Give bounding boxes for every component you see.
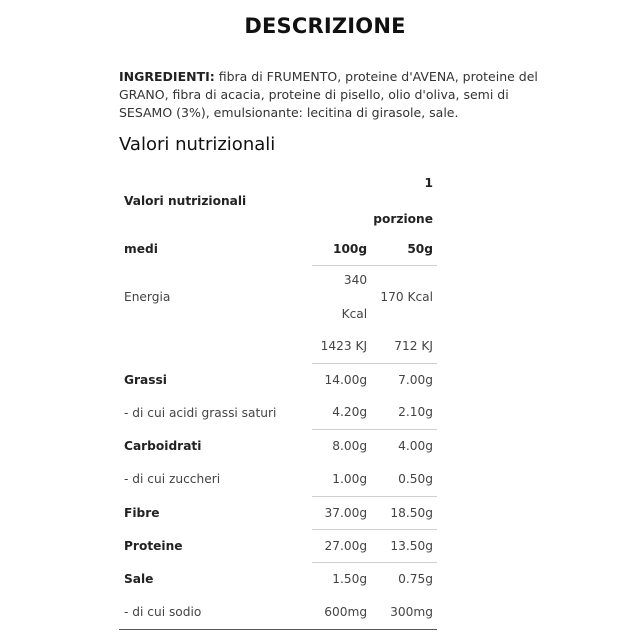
energy-label: Energia [124,290,171,304]
header-portion-label: porzione [373,211,433,226]
table-row [119,429,437,462]
nutrition-heading: Valori nutrizionali [119,134,276,155]
table-row [119,396,437,429]
row-value-100g: 14.00g [324,372,368,387]
row-value-50g: 18.50g [371,496,437,529]
row-value-50g: 7.00g [398,372,433,387]
energy-kcal-100-unit: Kcal [341,307,368,322]
row-label: Fibre [124,505,160,520]
table-row [119,562,437,595]
row-label: - di cui zuccheri [124,472,221,486]
table-subheader-row [119,233,437,265]
table-row [119,496,437,529]
ingredients-text: fibra di FRUMENTO, proteine d'AVENA, proteine del GRANO, fibra di acacia, proteine di pisello, olio d'oliva, semi di SESAMO (3%), emulsionante: lecitina di girasole, sale. [119,69,538,120]
row-value-50g: 0.75g [398,571,433,586]
row-label: Sale [124,571,154,586]
table-row [119,595,437,630]
row-value-50g: 4.00g [398,438,433,453]
table-row [119,529,437,562]
ingredients-label: INGREDIENTI: [119,69,215,84]
table-row-energy-kcal [119,265,437,329]
table-row [119,462,437,496]
header-portion [371,168,437,233]
row-value-100g: 37.00g [312,496,371,529]
row-value-100g: 8.00g [332,438,368,453]
row-value-100g: 4.20g [312,396,371,429]
row-value-50g: 0.50g [371,462,437,496]
row-value-100g: 600mg [312,595,371,630]
row-label: Carboidrati [124,438,202,453]
row-value-100g: 1.00g [312,462,371,496]
row-label: - di cui sodio [119,595,312,630]
header-portion-count: 1 [424,175,433,190]
subheader-100g: 100g [312,233,371,265]
header-label: Valori nutrizionali [124,193,247,208]
row-label: Grassi [124,372,167,387]
subheader-50g: 50g [371,233,437,265]
row-label: - di cui acidi grassi saturi [124,405,277,420]
energy-kj-50: 712 KJ [371,329,437,363]
table-row-energy-kj [119,329,437,363]
energy-kcal-100-value: 340 [343,273,368,288]
row-label: Proteine [124,538,183,553]
table-row [119,363,437,396]
energy-kcal-50: 170 Kcal [380,290,433,305]
page-title: DESCRIZIONE [244,14,406,38]
row-value-100g: 1.50g [332,571,368,586]
ingredients-paragraph [119,68,539,122]
table-header-row [119,168,437,233]
row-value-50g: 2.10g [371,396,437,429]
row-value-50g: 13.50g [371,529,437,562]
energy-kcal-100 [312,265,371,329]
row-value-50g: 300mg [371,595,437,630]
nutrition-table [119,168,437,630]
subheader-label: medi [124,242,158,256]
row-value-100g: 27.00g [312,529,371,562]
energy-kj-100: 1423 KJ [312,329,371,363]
